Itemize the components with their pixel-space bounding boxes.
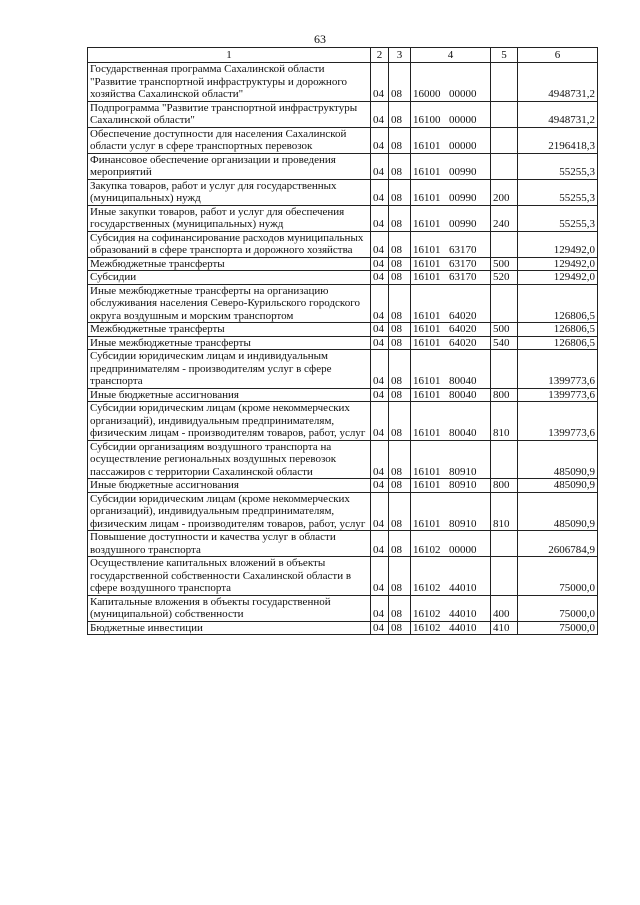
table-row [88, 531, 598, 557]
row-target-article-direction: 80910 [449, 479, 477, 491]
row-subsection: 08 [389, 284, 411, 323]
row-target-article [411, 257, 491, 271]
table-row [88, 205, 598, 231]
row-expense-type: 800 [491, 388, 518, 402]
page-number: 63 [314, 32, 326, 46]
row-section: 04 [371, 402, 389, 441]
table-row [88, 479, 598, 493]
row-amount: 485090,9 [518, 440, 598, 479]
row-amount: 75000,0 [518, 595, 598, 621]
table-row [88, 127, 598, 153]
row-name: Государственная программа Сахалинской области "Развитие транспортной инфраструктуры и дорожного хозяйства Сахалинской области" [88, 63, 371, 102]
row-target-article [411, 284, 491, 323]
row-expense-type [491, 350, 518, 389]
row-subsection: 08 [389, 271, 411, 285]
row-expense-type: 240 [491, 205, 518, 231]
row-target-article-program: 16102 [413, 543, 441, 556]
row-subsection: 08 [389, 127, 411, 153]
row-section: 04 [371, 153, 389, 179]
table-row [88, 179, 598, 205]
row-section: 04 [371, 492, 389, 531]
column-header-subsection: 3 [389, 48, 411, 63]
table-row [88, 388, 598, 402]
row-subsection: 08 [389, 531, 411, 557]
row-target-article-program: 16101 [413, 271, 441, 283]
row-target-article-direction: 80910 [449, 465, 477, 478]
row-section: 04 [371, 479, 389, 493]
row-name: Субсидии организациям воздушного транспорта на осуществление региональных воздушных перевозок пассажиров с территории Сахалинской области [88, 440, 371, 479]
row-target-article [411, 271, 491, 285]
row-subsection: 08 [389, 101, 411, 127]
row-expense-type [491, 63, 518, 102]
row-target-article-direction: 00000 [449, 140, 477, 152]
row-target-article-program: 16101 [413, 257, 441, 270]
row-target-article [411, 153, 491, 179]
row-target-article [411, 323, 491, 337]
table-header-row [88, 48, 598, 63]
row-target-article [411, 336, 491, 350]
row-expense-type: 810 [491, 402, 518, 441]
row-name: Иные бюджетные ассигнования [88, 388, 371, 402]
row-target-article-program: 16101 [413, 427, 441, 439]
row-name: Иные закупки товаров, работ и услуг для обеспечения государственных (муниципальных) нужд [88, 205, 371, 231]
row-name: Иные бюджетные ассигнования [88, 479, 371, 493]
row-target-article [411, 205, 491, 231]
row-target-article-direction: 00000 [449, 543, 477, 556]
row-expense-type [491, 231, 518, 257]
row-section: 04 [371, 350, 389, 389]
row-subsection: 08 [389, 557, 411, 596]
row-name: Субсидии юридическим лицам (кроме некоммерческих организаций), индивидуальным предпринимателям, физическим лицам - производителям товаров, работ, услуг [88, 402, 371, 441]
table-row [88, 153, 598, 179]
row-target-article-program: 16100 [413, 114, 441, 126]
table-row [88, 63, 598, 102]
row-target-article-program: 16102 [413, 582, 441, 594]
table-row [88, 231, 598, 257]
row-section: 04 [371, 63, 389, 102]
row-target-article-program: 16101 [413, 323, 441, 335]
row-target-article-direction: 64020 [449, 309, 477, 322]
row-target-article [411, 595, 491, 621]
row-expense-type: 400 [491, 595, 518, 621]
row-name: Межбюджетные трансферты [88, 323, 371, 337]
row-expense-type: 800 [491, 479, 518, 493]
row-amount: 129492,0 [518, 231, 598, 257]
row-expense-type [491, 531, 518, 557]
row-target-article-direction: 63170 [449, 271, 477, 283]
table-row [88, 440, 598, 479]
row-target-article-direction: 00000 [449, 114, 477, 126]
table-row [88, 284, 598, 323]
row-name: Повышение доступности и качества услуг в области воздушного транспорта [88, 531, 371, 557]
row-target-article-program: 16101 [413, 336, 441, 349]
row-section: 04 [371, 127, 389, 153]
row-subsection: 08 [389, 350, 411, 389]
row-section: 04 [371, 336, 389, 350]
row-name: Межбюджетные трансферты [88, 257, 371, 271]
row-expense-type [491, 284, 518, 323]
row-target-article-program: 16101 [413, 388, 441, 401]
row-target-article-direction: 00990 [449, 218, 477, 230]
row-target-article-direction: 63170 [449, 244, 477, 256]
row-expense-type: 520 [491, 271, 518, 285]
row-target-article [411, 127, 491, 153]
row-subsection: 08 [389, 440, 411, 479]
row-amount: 75000,0 [518, 621, 598, 635]
row-subsection: 08 [389, 323, 411, 337]
row-target-article-direction: 80040 [449, 375, 477, 387]
row-expense-type [491, 440, 518, 479]
row-target-article-program: 16101 [413, 218, 441, 230]
table-row [88, 323, 598, 337]
row-amount: 485090,9 [518, 479, 598, 493]
row-target-article-direction: 00000 [449, 88, 477, 100]
table-row [88, 621, 598, 635]
row-subsection: 08 [389, 621, 411, 635]
row-section: 04 [371, 557, 389, 596]
row-subsection: 08 [389, 257, 411, 271]
row-expense-type: 540 [491, 336, 518, 350]
row-section: 04 [371, 323, 389, 337]
table-row [88, 557, 598, 596]
row-name: Субсидии юридическим лицам и индивидуальным предпринимателям - производителям услуг в сфере транспорта [88, 350, 371, 389]
row-amount: 1399773,6 [518, 402, 598, 441]
row-target-article-direction: 80040 [449, 427, 477, 439]
budget-table [87, 47, 598, 635]
row-target-article [411, 388, 491, 402]
column-header-section: 2 [371, 48, 389, 63]
row-target-article-program: 16101 [413, 465, 441, 478]
row-expense-type: 410 [491, 621, 518, 635]
row-subsection: 08 [389, 479, 411, 493]
table-row [88, 350, 598, 389]
row-amount: 55255,3 [518, 179, 598, 205]
row-name: Закупка товаров, работ и услуг для государственных (муниципальных) нужд [88, 179, 371, 205]
row-name: Осуществление капитальных вложений в объекты государственной собственности Сахалинской области в сфере воздушного транспорта [88, 557, 371, 596]
row-subsection: 08 [389, 153, 411, 179]
row-target-article [411, 402, 491, 441]
table-row [88, 492, 598, 531]
row-amount: 2606784,9 [518, 531, 598, 557]
row-subsection: 08 [389, 205, 411, 231]
table-row [88, 271, 598, 285]
row-amount: 485090,9 [518, 492, 598, 531]
row-name: Бюджетные инвестиции [88, 621, 371, 635]
row-subsection: 08 [389, 492, 411, 531]
row-target-article-direction: 80040 [449, 388, 477, 401]
row-amount: 55255,3 [518, 205, 598, 231]
row-target-article-direction: 80910 [449, 517, 477, 530]
row-target-article-program: 16101 [413, 309, 441, 322]
row-section: 04 [371, 271, 389, 285]
row-section: 04 [371, 388, 389, 402]
row-target-article-direction: 44010 [449, 608, 477, 620]
row-section: 04 [371, 257, 389, 271]
row-name: Субсидии юридическим лицам (кроме некоммерческих организаций), индивидуальным предпринимателям, физическим лицам - производителям товаров, работ, услуг [88, 492, 371, 531]
row-amount: 126806,5 [518, 284, 598, 323]
row-target-article-direction: 64020 [449, 336, 477, 349]
row-expense-type: 500 [491, 257, 518, 271]
row-expense-type: 500 [491, 323, 518, 337]
row-name: Обеспечение доступности для населения Сахалинской области услуг в сфере транспортных перевозок [88, 127, 371, 153]
table-row [88, 257, 598, 271]
row-name: Подпрограмма "Развитие транспортной инфраструктуры Сахалинской области" [88, 101, 371, 127]
row-target-article-direction: 44010 [449, 582, 477, 594]
row-target-article [411, 231, 491, 257]
row-section: 04 [371, 179, 389, 205]
row-section: 04 [371, 101, 389, 127]
column-header-amount: 6 [518, 48, 598, 63]
table-row [88, 402, 598, 441]
row-name: Субсидии [88, 271, 371, 285]
row-target-article-program: 16101 [413, 244, 441, 256]
row-amount: 2196418,3 [518, 127, 598, 153]
row-target-article-program: 16000 [413, 88, 441, 100]
column-header-name: 1 [88, 48, 371, 63]
row-amount: 126806,5 [518, 323, 598, 337]
column-header-expense-type: 5 [491, 48, 518, 63]
row-subsection: 08 [389, 179, 411, 205]
row-amount: 4948731,2 [518, 101, 598, 127]
row-target-article [411, 479, 491, 493]
row-target-article-program: 16102 [413, 621, 441, 634]
row-target-article-direction: 64020 [449, 323, 477, 335]
row-target-article-program: 16102 [413, 608, 441, 620]
row-amount: 1399773,6 [518, 350, 598, 389]
row-subsection: 08 [389, 231, 411, 257]
row-amount: 1399773,6 [518, 388, 598, 402]
row-amount: 75000,0 [518, 557, 598, 596]
row-target-article [411, 63, 491, 102]
row-target-article [411, 350, 491, 389]
column-header-target-article: 4 [411, 48, 491, 63]
row-section: 04 [371, 231, 389, 257]
row-expense-type [491, 101, 518, 127]
row-target-article-program: 16101 [413, 479, 441, 491]
row-amount: 129492,0 [518, 271, 598, 285]
row-section: 04 [371, 621, 389, 635]
row-section: 04 [371, 531, 389, 557]
row-section: 04 [371, 205, 389, 231]
row-target-article-direction: 00990 [449, 192, 477, 204]
row-name: Иные межбюджетные трансферты на организацию обслуживания населения Северо-Курильского городского округа воздушным и морским транспортом [88, 284, 371, 323]
row-target-article [411, 440, 491, 479]
row-target-article-direction: 63170 [449, 257, 477, 270]
table-row [88, 595, 598, 621]
row-target-article-program: 16101 [413, 517, 441, 530]
row-subsection: 08 [389, 336, 411, 350]
row-subsection: 08 [389, 63, 411, 102]
row-target-article-program: 16101 [413, 140, 441, 152]
row-expense-type [491, 153, 518, 179]
row-expense-type [491, 127, 518, 153]
row-target-article-direction: 00990 [449, 166, 477, 178]
row-target-article [411, 179, 491, 205]
row-target-article [411, 492, 491, 531]
row-expense-type [491, 557, 518, 596]
row-amount: 4948731,2 [518, 63, 598, 102]
row-expense-type: 810 [491, 492, 518, 531]
row-section: 04 [371, 440, 389, 479]
row-subsection: 08 [389, 402, 411, 441]
row-target-article-program: 16101 [413, 192, 441, 204]
row-expense-type: 200 [491, 179, 518, 205]
row-amount: 126806,5 [518, 336, 598, 350]
row-name: Финансовое обеспечение организации и проведения мероприятий [88, 153, 371, 179]
row-target-article [411, 101, 491, 127]
row-target-article-program: 16101 [413, 375, 441, 387]
row-name: Субсидия на софинансирование расходов муниципальных образований в сфере транспорта и дорожного хозяйства [88, 231, 371, 257]
row-amount: 129492,0 [518, 257, 598, 271]
row-subsection: 08 [389, 388, 411, 402]
row-target-article [411, 531, 491, 557]
row-name: Иные межбюджетные трансферты [88, 336, 371, 350]
table-row [88, 336, 598, 350]
row-target-article-program: 16101 [413, 166, 441, 178]
row-amount: 55255,3 [518, 153, 598, 179]
row-target-article [411, 557, 491, 596]
table-row [88, 101, 598, 127]
row-target-article-direction: 44010 [449, 621, 477, 634]
row-subsection: 08 [389, 595, 411, 621]
row-target-article [411, 621, 491, 635]
row-section: 04 [371, 595, 389, 621]
row-section: 04 [371, 284, 389, 323]
row-name: Капитальные вложения в объекты государственной (муниципальной) собственности [88, 595, 371, 621]
